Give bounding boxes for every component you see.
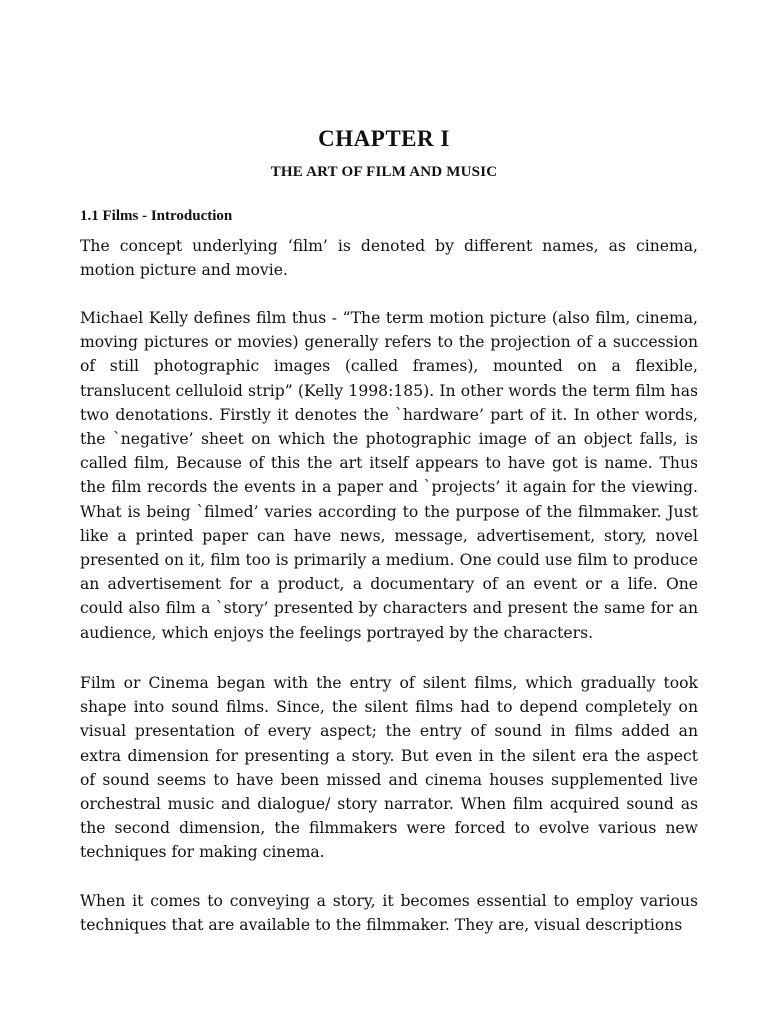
chapter-subtitle: THE ART OF FILM AND MUSIC [270, 164, 498, 180]
chapter-title: CHAPTER I [318, 126, 450, 151]
section-heading: 1.1 Films - Introduction [80, 208, 233, 224]
paragraph-conveying-story: When it comes to conveying a story, it becomes essential to employ various techniques that are available to the filmmaker. They are, visual descriptions [80, 892, 698, 935]
paragraph-kelly-definition: Michael Kelly defines film thus - “The term motion picture (also film, cinema, moving pictures or movies) generally refers to the projection of a succession of still photographic images (called frames), mounted on a flexible, translucent celluloid strip” (Kelly 1998:185). In other words the term film has two denotations. Firstly it denotes the `hardware’ part of it. In other words, the `negative’ sheet on which the photographic image of an object falls, is called film, Because of this the art itself appears to have got is name. Thus the film records the events in a paper and `projects’ it again for the viewing. What is being `filmed’ varies according to the purpose of the filmmaker. Just like a printed paper can have news, message, advertisement, story, novel presented on it, film too is primarily a medium. One could use film to produce an advertisement for a product, a documentary of an event or a life. One could also film a `story’ presented by characters and present the same for an audience, which enjoys the feelings portrayed by the characters. [80, 309, 698, 642]
paragraph-silent-to-sound: Film or Cinema began with the entry of silent films, which gradually took shape into sound films. Since, the silent films had to depend completely on visual presentation of every aspect; the entry of sound in films added an extra dimension for presenting a story. But even in the silent era the aspect of sound seems to have been missed and cinema houses supplemented live orchestral music and dialogue/ story narrator. When film acquired sound as the second dimension, the filmmakers were forced to evolve various new techniques for making cinema. [80, 674, 698, 862]
paragraph-film-names: The concept underlying ‘film’ is denoted by different names, as cinema, motion picture and movie. [80, 237, 698, 280]
